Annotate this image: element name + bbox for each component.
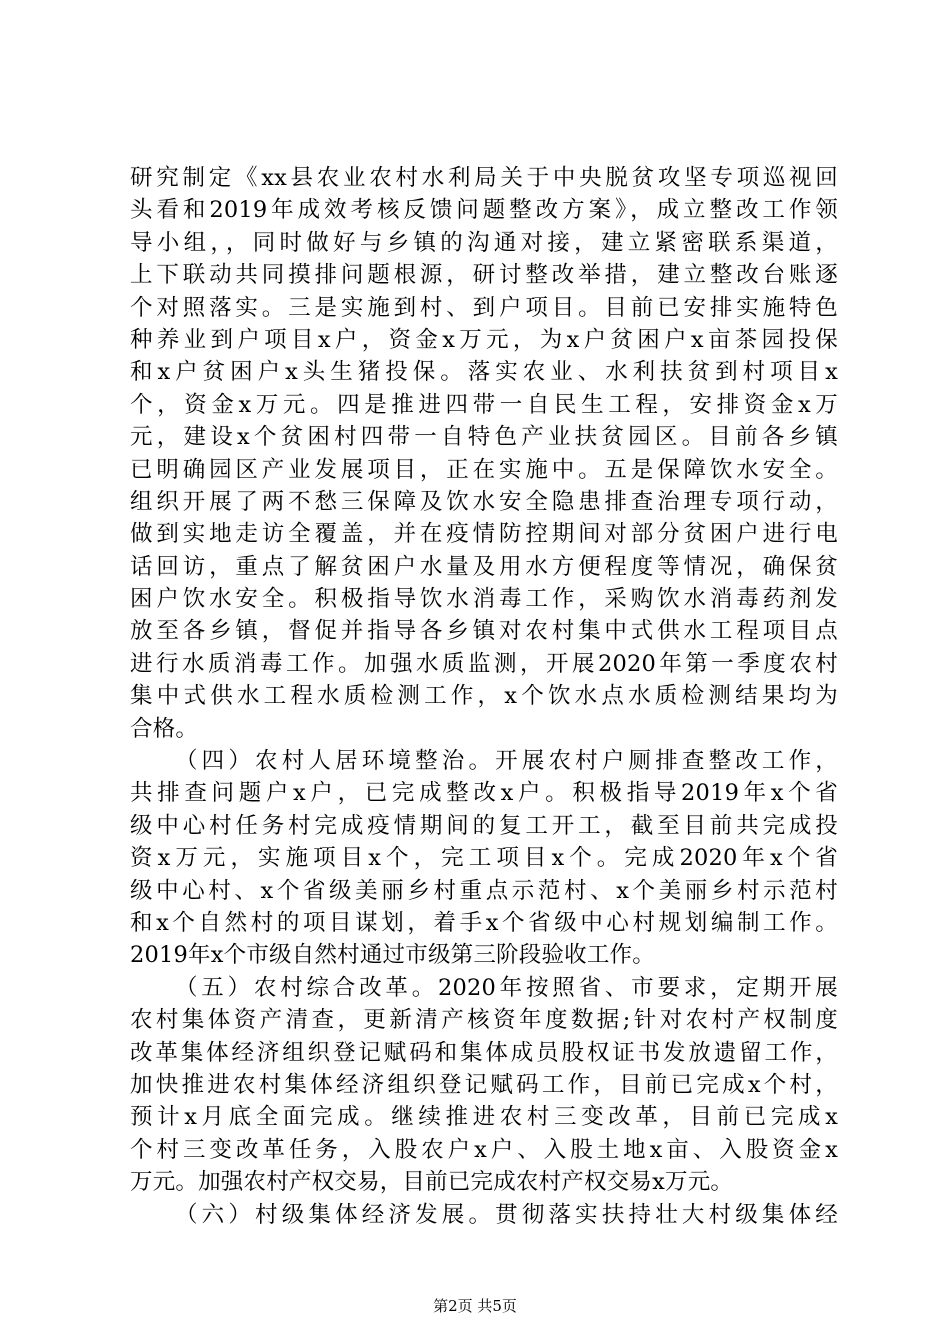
text-line: 话回访，重点了解贫困户水量及用水方便程度等情况，确保贫: [130, 553, 838, 580]
text-line: 2019年x个市级自然村通过市级第三阶段验收工作。: [130, 942, 655, 969]
text-line: 元，建设x个贫困村四带一自特色产业扶贫园区。目前各乡镇: [130, 424, 838, 451]
text-line: 改革集体经济组织登记赋码和集体成员股权证书发放遗留工作，: [130, 1039, 838, 1066]
page-footer: [0, 1296, 950, 1316]
paragraph: [130, 972, 838, 1199]
text-line: 加快推进农村集体经济组织登记赋码工作，目前已完成x个村，: [130, 1071, 838, 1098]
text-line: 上下联动共同摸排问题根源，研讨整改举措，建立整改台账逐: [130, 262, 838, 289]
text-line: 头看和2019年成效考核反馈问题整改方案》，成立整改工作领: [130, 197, 838, 224]
text-line: 放至各乡镇，督促并指导各乡镇对农村集中式供水工程项目点: [130, 618, 838, 645]
text-line: （四）农村人居环境整治。开展农村户厕排查整改工作，: [175, 748, 838, 775]
text-line: 级中心村任务村完成疫情期间的复工开工，截至目前共完成投: [130, 812, 838, 839]
text-line: 进行水质消毒工作。加强水质监测，开展2020年第一季度农村: [130, 650, 838, 677]
text-line: 困户饮水安全。积极指导饮水消毒工作，采购饮水消毒药剂发: [130, 586, 838, 613]
text-line: 已明确园区产业发展项目，正在实施中。五是保障饮水安全。: [130, 456, 838, 483]
text-line: 资x万元，实施项目x个，完工项目x个。完成2020年x个省: [130, 845, 838, 872]
paragraph: [130, 745, 838, 972]
text-line: 农村集体资产清查，更新清产核资年度数据;针对农村产权制度: [130, 1007, 838, 1034]
text-line: 和x个自然村的项目谋划，着手x个省级中心村规划编制工作。: [130, 909, 838, 936]
text-line: 组织开展了两不愁三保障及饮水安全隐患排查治理专项行动，: [130, 488, 838, 515]
text-line: （六）村级集体经济发展。贯彻落实扶持壮大村级集体经: [175, 1201, 838, 1228]
text-line: 研究制定《xx县农业农村水利局关于中央脱贫攻坚专项巡视回: [130, 165, 838, 191]
text-line: 集中式供水工程水质检测工作，x个饮水点水质检测结果均为: [130, 683, 838, 710]
text-line: 个对照落实。三是实施到村、到户项目。目前已安排实施特色: [130, 294, 838, 321]
paragraph: [130, 162, 838, 745]
text-line: 合格。: [130, 715, 199, 742]
text-line: 个村三变改革任务，入股农户x户、入股土地x亩、入股资金x: [130, 1136, 838, 1163]
text-line: 导小组，，同时做好与乡镇的沟通对接，建立紧密联系渠道，: [130, 229, 838, 256]
text-line: 共排查问题户x户，已完成整改x户。积极指导2019年x个省: [130, 780, 838, 807]
text-line: 种养业到户项目x户，资金x万元，为x户贫困户x亩茶园投保: [130, 326, 838, 353]
text-line: 做到实地走访全覆盖，并在疫情防控期间对部分贫困户进行电: [130, 521, 838, 548]
text-line: 预计x月底全面完成。继续推进农村三变改革，目前已完成x: [130, 1104, 838, 1131]
text-line: 万元。加强农村产权交易，目前已完成农村产权交易x万元。: [130, 1169, 734, 1196]
paragraph: [130, 1199, 838, 1231]
text-line: 个，资金x万元。四是推进四带一自民生工程，安排资金x万: [130, 391, 838, 418]
text-line: 级中心村、x个省级美丽乡村重点示范村、x个美丽乡村示范村: [130, 877, 838, 904]
body-text: [130, 162, 838, 1231]
text-line: 和x户贫困户x头生猪投保。落实农业、水利扶贫到村项目x: [130, 359, 838, 386]
page-number: 第2页 共5页: [433, 1297, 517, 1315]
text-line: （五）农村综合改革。2020年按照省、市要求，定期开展: [175, 974, 838, 1001]
